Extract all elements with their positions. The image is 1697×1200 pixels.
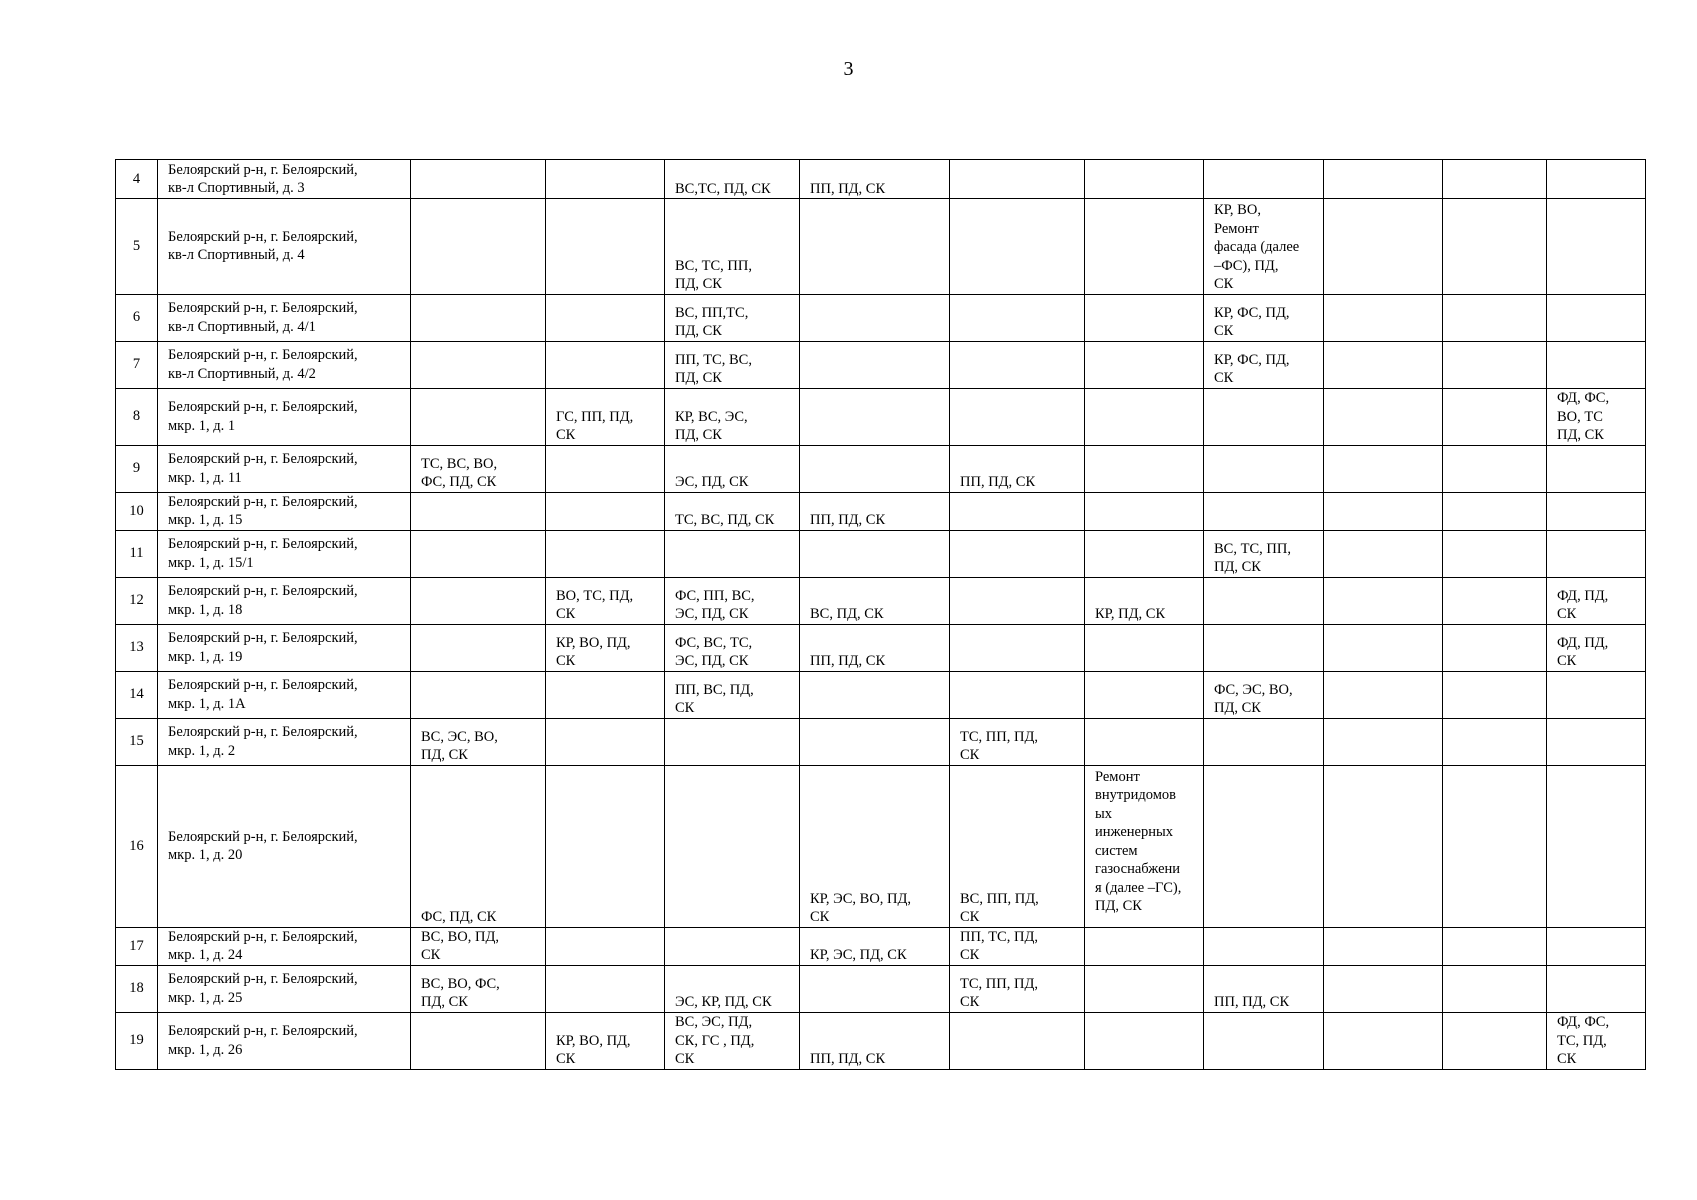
works-cell: ПП, ВС, ПД, СК [665,671,800,718]
works-cell: ФД, ПД, СК [1547,624,1646,671]
works-cell [1324,927,1443,965]
works-cell: КР, ФС, ПД, СК [1204,341,1324,388]
works-cell [1324,160,1443,199]
works-cell: Ремонт внутридомов ых инженерных систем газоснабжени я (далее –ГС), ПД, СК [1085,765,1204,927]
works-cell [1204,927,1324,965]
works-cell [546,341,665,388]
table-row [116,294,1646,341]
works-cell [546,927,665,965]
works-cell [800,294,950,341]
works-cell [1085,671,1204,718]
works-cell [950,492,1085,530]
works-cell [546,530,665,577]
address-cell: Белоярский р-н, г. Белоярский, мкр. 1, д. 2 [158,718,411,765]
repair-schedule-table [115,159,1646,1070]
address-cell: Белоярский р-н, г. Белоярский, кв-л Спортивный, д. 3 [158,160,411,199]
works-cell [800,718,950,765]
works-cell: ФД, ФС, ТС, ПД, СК [1547,1012,1646,1069]
row-number: 4 [116,160,158,199]
works-cell: ВС, ПП,ТС, ПД, СК [665,294,800,341]
works-cell: ФС, ПД, СК [411,765,546,927]
table-row [116,160,1646,199]
row-number: 10 [116,492,158,530]
row-number: 14 [116,671,158,718]
works-cell [1085,199,1204,295]
works-cell [1324,341,1443,388]
works-cell [1443,965,1547,1012]
table-row [116,624,1646,671]
address-cell: Белоярский р-н, г. Белоярский, мкр. 1, д. 1 [158,388,411,445]
works-cell: ПП, ТС, ВС, ПД, СК [665,341,800,388]
address-cell: Белоярский р-н, г. Белоярский, мкр. 1, д. 24 [158,927,411,965]
table-row [116,927,1646,965]
works-cell: ПП, ПД, СК [800,624,950,671]
works-cell: ВС, ВО, ФС, ПД, СК [411,965,546,1012]
works-cell [1085,624,1204,671]
works-cell [950,388,1085,445]
works-cell [1085,718,1204,765]
works-cell [1204,624,1324,671]
works-cell [1547,341,1646,388]
table-row [116,1012,1646,1069]
works-cell: КР, ПД, СК [1085,577,1204,624]
works-cell [411,160,546,199]
works-cell [1547,530,1646,577]
row-number: 16 [116,765,158,927]
works-cell [1443,388,1547,445]
table-row [116,388,1646,445]
works-cell [1324,671,1443,718]
works-cell [411,577,546,624]
row-number: 5 [116,199,158,295]
row-number: 13 [116,624,158,671]
row-number: 6 [116,294,158,341]
works-cell [800,445,950,492]
table-row [116,445,1646,492]
works-cell [1547,927,1646,965]
works-cell [1324,718,1443,765]
works-cell: ВС, ВО, ПД, СК [411,927,546,965]
works-cell [411,1012,546,1069]
works-cell [1324,199,1443,295]
works-cell [1204,160,1324,199]
works-cell [1085,927,1204,965]
works-cell [950,160,1085,199]
works-cell [1085,1012,1204,1069]
works-cell: ВС, ЭС, ВО, ПД, СК [411,718,546,765]
works-cell: ВС, ТС, ПП, ПД, СК [665,199,800,295]
works-cell: КР, ЭС, ВО, ПД, СК [800,765,950,927]
table-row [116,492,1646,530]
works-cell [1443,492,1547,530]
works-cell: ВС, ПД, СК [800,577,950,624]
row-number: 11 [116,530,158,577]
works-cell [1443,765,1547,927]
works-cell [1547,671,1646,718]
address-cell: Белоярский р-н, г. Белоярский, мкр. 1, д. 19 [158,624,411,671]
works-cell [1324,965,1443,1012]
works-cell: ТС, ВС, ПД, СК [665,492,800,530]
row-number: 9 [116,445,158,492]
table-row [116,671,1646,718]
works-cell [1443,624,1547,671]
works-cell [1204,577,1324,624]
works-cell: КР, ВО, ПД, СК [546,624,665,671]
works-cell [411,199,546,295]
works-cell: ВО, ТС, ПД, СК [546,577,665,624]
works-cell [546,671,665,718]
works-cell [411,388,546,445]
works-cell [1204,765,1324,927]
works-cell [800,199,950,295]
works-cell [546,718,665,765]
works-cell [1547,765,1646,927]
works-cell [950,341,1085,388]
works-cell [1085,294,1204,341]
address-cell: Белоярский р-н, г. Белоярский, мкр. 1, д. 25 [158,965,411,1012]
works-cell [665,927,800,965]
works-cell: ФД, ПД, СК [1547,577,1646,624]
works-cell [411,624,546,671]
works-cell [1547,492,1646,530]
works-cell [546,765,665,927]
works-cell [950,294,1085,341]
works-cell [1547,965,1646,1012]
works-cell [665,530,800,577]
table-row [116,965,1646,1012]
works-cell [1443,294,1547,341]
works-cell [1547,199,1646,295]
works-cell [950,671,1085,718]
works-cell: ПП, ПД, СК [800,160,950,199]
address-cell: Белоярский р-н, г. Белоярский, кв-л Спортивный, д. 4/2 [158,341,411,388]
works-cell [1547,445,1646,492]
works-cell [411,492,546,530]
address-cell: Белоярский р-н, г. Белоярский, кв-л Спортивный, д. 4/1 [158,294,411,341]
works-cell [1443,160,1547,199]
works-cell: ЭС, ПД, СК [665,445,800,492]
works-cell [1324,294,1443,341]
address-cell: Белоярский р-н, г. Белоярский, мкр. 1, д. 11 [158,445,411,492]
works-cell [1085,388,1204,445]
works-cell [665,765,800,927]
works-cell [1443,1012,1547,1069]
works-cell: КР, ЭС, ПД, СК [800,927,950,965]
works-cell: КР, ВС, ЭС, ПД, СК [665,388,800,445]
works-cell [1085,965,1204,1012]
works-cell [950,1012,1085,1069]
works-cell [1443,530,1547,577]
works-cell [1443,671,1547,718]
address-cell: Белоярский р-н, г. Белоярский, кв-л Спортивный, д. 4 [158,199,411,295]
works-cell [411,341,546,388]
works-cell: ТС, ПП, ПД, СК [950,965,1085,1012]
works-cell [1443,341,1547,388]
address-cell: Белоярский р-н, г. Белоярский, мкр. 1, д. 20 [158,765,411,927]
works-cell: ПП, ПД, СК [800,492,950,530]
works-cell [1204,445,1324,492]
works-cell [1324,492,1443,530]
works-cell [546,445,665,492]
works-cell [1324,577,1443,624]
works-cell [1547,160,1646,199]
works-cell: ВС, ЭС, ПД, СК, ГС , ПД, СК [665,1012,800,1069]
works-cell [950,530,1085,577]
works-cell [800,671,950,718]
works-cell [1547,718,1646,765]
works-cell: ПП, ПД, СК [1204,965,1324,1012]
works-cell: ЭС, КР, ПД, СК [665,965,800,1012]
works-cell [1204,492,1324,530]
works-cell: ВС,ТС, ПД, СК [665,160,800,199]
address-cell: Белоярский р-н, г. Белоярский, мкр. 1, д. 15 [158,492,411,530]
works-cell [1324,530,1443,577]
address-cell: Белоярский р-н, г. Белоярский, мкр. 1, д. 15/1 [158,530,411,577]
works-cell [1085,492,1204,530]
table-row [116,718,1646,765]
works-cell [800,341,950,388]
table-row [116,530,1646,577]
works-cell [1443,718,1547,765]
works-cell: ВС, ТС, ПП, ПД, СК [1204,530,1324,577]
works-cell [1324,445,1443,492]
row-number: 15 [116,718,158,765]
works-cell [1324,1012,1443,1069]
works-cell [1085,160,1204,199]
works-cell [546,160,665,199]
works-cell [800,388,950,445]
works-cell [1324,765,1443,927]
works-cell [546,199,665,295]
row-number: 7 [116,341,158,388]
works-cell [411,294,546,341]
works-cell: ФС, ВС, ТС, ЭС, ПД, СК [665,624,800,671]
works-cell [1443,577,1547,624]
works-cell: ФС, ПП, ВС, ЭС, ПД, СК [665,577,800,624]
works-cell [1324,388,1443,445]
table-row [116,341,1646,388]
table-row [116,577,1646,624]
works-cell [1085,530,1204,577]
works-cell [950,577,1085,624]
works-cell: КР, ВО, Ремонт фасада (далее –ФС), ПД, СК [1204,199,1324,295]
works-cell [1204,388,1324,445]
works-cell [1443,445,1547,492]
works-cell: ГС, ПП, ПД, СК [546,388,665,445]
works-cell: ПП, ТС, ПД, СК [950,927,1085,965]
works-cell [800,530,950,577]
works-cell [411,671,546,718]
works-cell: КР, ФС, ПД, СК [1204,294,1324,341]
table-row [116,199,1646,295]
row-number: 12 [116,577,158,624]
row-number: 18 [116,965,158,1012]
works-cell [800,965,950,1012]
table-row [116,765,1646,927]
works-cell: КР, ВО, ПД, СК [546,1012,665,1069]
row-number: 17 [116,927,158,965]
works-cell: ФД, ФС, ВО, ТС ПД, СК [1547,388,1646,445]
works-cell [1085,445,1204,492]
works-cell [1443,927,1547,965]
works-cell [1204,1012,1324,1069]
works-cell [1443,199,1547,295]
row-number: 8 [116,388,158,445]
page-number: 3 [843,58,854,80]
works-cell [1324,624,1443,671]
works-cell [1547,294,1646,341]
row-number: 19 [116,1012,158,1069]
works-cell [546,492,665,530]
works-cell [665,718,800,765]
address-cell: Белоярский р-н, г. Белоярский, мкр. 1, д. 1А [158,671,411,718]
works-cell: ПП, ПД, СК [950,445,1085,492]
works-cell: ТС, ПП, ПД, СК [950,718,1085,765]
address-cell: Белоярский р-н, г. Белоярский, мкр. 1, д. 26 [158,1012,411,1069]
works-cell: ПП, ПД, СК [800,1012,950,1069]
works-cell [950,624,1085,671]
works-cell: ФС, ЭС, ВО, ПД, СК [1204,671,1324,718]
works-cell [546,294,665,341]
address-cell: Белоярский р-н, г. Белоярский, мкр. 1, д. 18 [158,577,411,624]
works-cell: ТС, ВС, ВО, ФС, ПД, СК [411,445,546,492]
works-cell [950,199,1085,295]
works-cell: ВС, ПП, ПД, СК [950,765,1085,927]
works-cell [411,530,546,577]
works-cell [1085,341,1204,388]
works-cell [546,965,665,1012]
works-cell [1204,718,1324,765]
